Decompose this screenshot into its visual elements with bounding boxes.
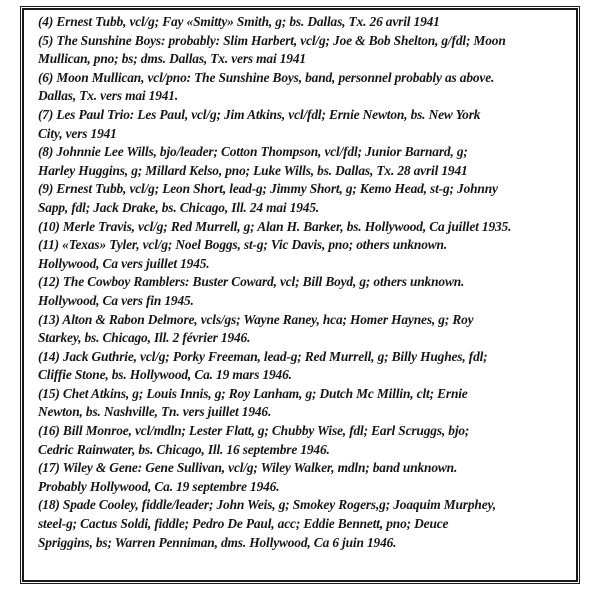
entry-line: (8) Johnnie Lee Wills, bjo/leader; Cotton Thompson, vcl/fdl; Junior Barnard, g; [38, 144, 468, 160]
entry-line: Spriggins, bs; Warren Penniman, dms. Hollywood, Ca 6 juin 1946. [38, 534, 397, 550]
entry-13 [38, 311, 568, 348]
entry-line: Cedric Rainwater, bs. Chicago, Ill. 16 septembre 1946. [38, 441, 330, 457]
entry-line: (14) Jack Guthrie, vcl/g; Porky Freeman, lead-g; Red Murrell, g; Billy Hughes, fdl; [38, 348, 488, 364]
entry-4 [38, 13, 568, 32]
entry-line: (18) Spade Cooley, fiddle/leader; John Weis, g; Smokey Rogers,g; Joaquim Murphey, [38, 497, 496, 513]
entry-line: Hollywood, Ca vers fin 1945. [38, 292, 194, 308]
entry-line: steel-g; Cactus Soldi, fiddle; Pedro De Paul, acc; Eddie Bennett, pno; Deuce [38, 516, 449, 532]
entry-line: (9) Ernest Tubb, vcl/g; Leon Short, lead-g; Jimmy Short, g; Kemo Head, st-g; Johnny [38, 181, 498, 197]
entry-line: Probably Hollywood, Ca. 19 septembre 1946. [38, 478, 280, 494]
entry-line: (5) The Sunshine Boys: probably: Slim Harbert, vcl/g; Joe & Bob Shelton, g/fdl; Moon [38, 32, 506, 48]
entry-line: City, vers 1941 [38, 125, 117, 141]
entry-line: (13) Alton & Rabon Delmore, vcls/gs; Wayne Raney, hca; Homer Haynes, g; Roy [38, 311, 474, 327]
entry-line: (6) Moon Mullican, vcl/pno: The Sunshine Boys, band, personnel probably as above. [38, 69, 495, 85]
entry-line: Dallas, Tx. vers mai 1941. [38, 88, 179, 104]
entry-16 [38, 422, 568, 459]
entry-9 [38, 180, 568, 217]
entry-line: (15) Chet Atkins, g; Louis Innis, g; Roy Lanham, g; Dutch Mc Millin, clt; Ernie [38, 385, 468, 401]
entry-line: Harley Huggins, g; Millard Kelso, pno; Luke Wills, bs. Dallas, Tx. 28 avril 1941 [38, 162, 468, 178]
entry-8 [38, 143, 568, 180]
entry-12 [38, 273, 568, 310]
entry-line: (4) Ernest Tubb, vcl/g; Fay «Smitty» Smith, g; bs. Dallas, Tx. 26 avril 1941 [38, 14, 440, 29]
entry-line: (16) Bill Monroe, vcl/mdln; Lester Flatt, g; Chubby Wise, fdl; Earl Scruggs, bjo; [38, 423, 470, 439]
entry-line: Mullican, pno; bs; dms. Dallas, Tx. vers mai 1941 [38, 51, 306, 67]
entry-6 [38, 69, 568, 106]
entry-line: (17) Wiley & Gene: Gene Sullivan, vcl/g; Wiley Walker, mdln; band unknown. [38, 460, 458, 476]
entry-15 [38, 385, 568, 422]
entry-14 [38, 348, 568, 385]
entry-18 [38, 496, 568, 552]
entry-line: Starkey, bs. Chicago, Ill. 2 février 1946. [38, 330, 251, 346]
entry-line: Sapp, fdl; Jack Drake, bs. Chicago, Ill. 24 mai 1945. [38, 199, 320, 215]
entry-line: (10) Merle Travis, vcl/g; Red Murrell, g; Alan H. Barker, bs. Hollywood, Ca juillet 1935. [38, 218, 512, 234]
entry-line: (7) Les Paul Trio: Les Paul, vcl/g; Jim Atkins, vcl/fdl; Ernie Newton, bs. New York [38, 106, 481, 122]
entry-7 [38, 106, 568, 143]
entry-line: Cliffie Stone, bs. Hollywood, Ca. 19 mars 1946. [38, 367, 292, 383]
entry-line: (11) «Texas» Tyler, vcl/g; Noel Boggs, st-g; Vic Davis, pno; others unknown. [38, 237, 448, 253]
entry-line: Newton, bs. Nashville, Tn. vers juillet 1946. [38, 404, 272, 420]
entry-11 [38, 236, 568, 273]
discography-credits [38, 13, 568, 552]
entry-10 [38, 218, 568, 237]
entry-5 [38, 32, 568, 69]
entry-17 [38, 459, 568, 496]
entry-line: Hollywood, Ca vers juillet 1945. [38, 255, 210, 271]
entry-line: (12) The Cowboy Ramblers: Buster Coward, vcl; Bill Boyd, g; others unknown. [38, 274, 465, 290]
